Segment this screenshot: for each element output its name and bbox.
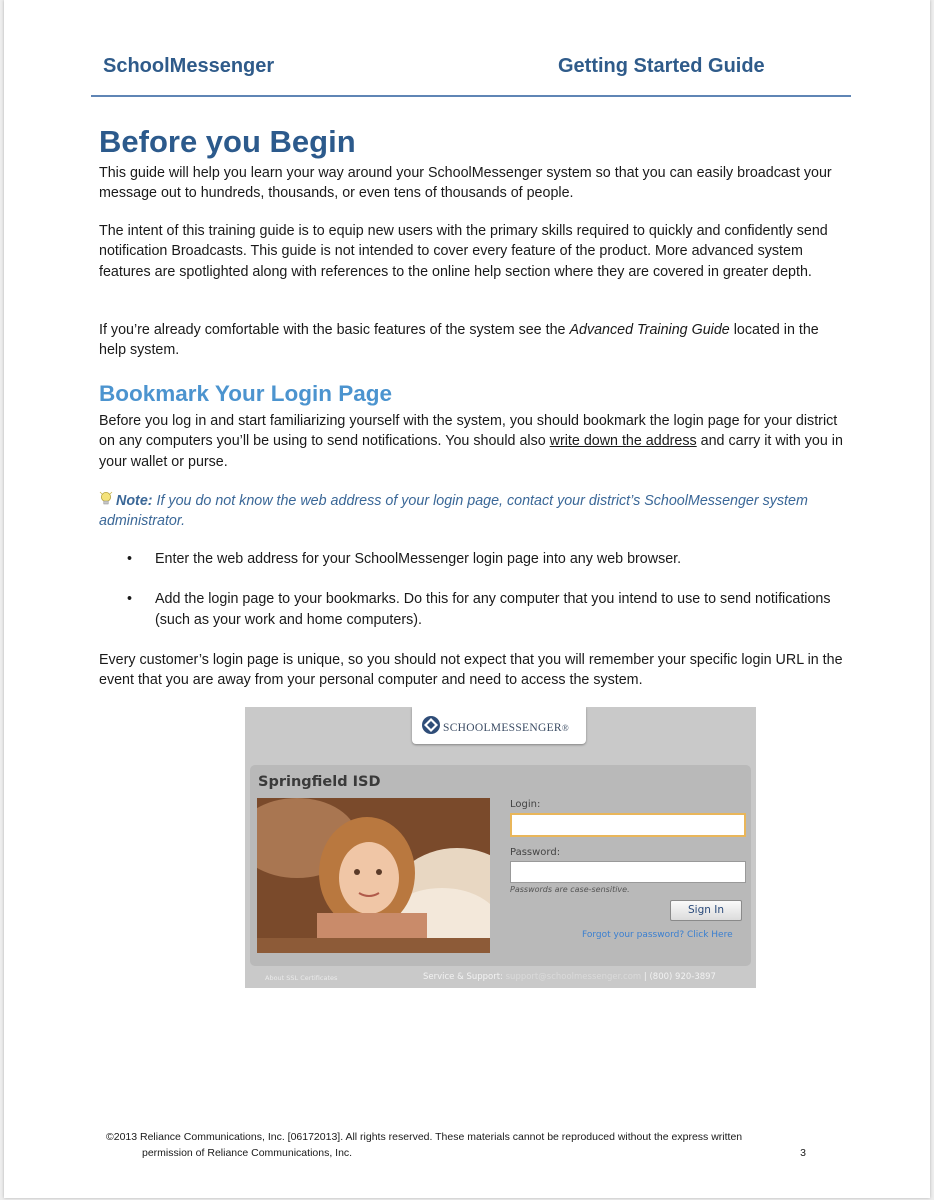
intent-paragraph	[99, 221, 844, 282]
intro-paragraph	[99, 163, 844, 204]
paragraph-1: This guide will help you learn your way around your SchoolMessenger system so that you can easily broadcast your message out to hundreds, thousands, or even tens of thousands of people.	[99, 165, 832, 202]
heading-before-you-begin: Before you Begin	[99, 124, 356, 159]
password-hint: Passwords are case-sensitive.	[510, 885, 630, 894]
student-photo	[257, 798, 490, 953]
header-divider	[91, 95, 851, 97]
note-text: If you do not know the web address of your login page, contact your district’s SchoolMessenger system administrator.	[99, 493, 808, 530]
bullet-list	[99, 549, 844, 650]
login-page-screenshot	[245, 707, 756, 988]
header-guide-title: Getting Started Guide	[558, 55, 765, 77]
list-item: • Enter the web address for your SchoolMessenger login page into any web browser.	[127, 551, 682, 567]
list-item: • Add the login page to your bookmarks. Do this for any computer that you intend to use to send notifications (such as your work and home computers).	[127, 591, 831, 628]
advanced-guide-title: Advanced Training Guide	[569, 322, 730, 338]
ssl-certificates-link[interactable]: About SSL Certificates	[265, 974, 338, 982]
district-name: Springfield ISD	[258, 774, 381, 790]
logo-text: SCHOOLMESSENGER	[443, 722, 562, 734]
sign-in-button[interactable]: Sign In	[670, 900, 742, 921]
header-product-name: SchoolMessenger	[103, 55, 275, 77]
lightbulb-icon	[99, 491, 113, 507]
login-panel	[250, 765, 751, 966]
support-email-link[interactable]: support@schoolmessenger.com	[505, 972, 642, 982]
note-label: Note:	[116, 493, 153, 509]
advanced-guide-paragraph	[99, 320, 844, 361]
note-callout	[99, 491, 844, 532]
password-input[interactable]	[510, 861, 746, 883]
heading-bookmark-login: Bookmark Your Login Page	[99, 381, 392, 406]
write-down-address-link[interactable]: write down the address	[549, 433, 697, 450]
support-info: Service & Support: support@schoolmessenger.com | (800) 920-3897	[423, 972, 716, 982]
page-footer	[106, 1130, 846, 1161]
bookmark-paragraph: Before you log in and start familiarizing yourself with the system, you should bookmark the login page for your district on any computers you’ll be using to send notifications. You should also write down the address and carry it with you in your wallet or purse.	[99, 413, 843, 470]
paragraph-2: The intent of this training guide is to equip new users with the primary skills required to quickly and confidently send notification Broadcasts. This guide is not intended to cover every feature of the product. More advanced system features are spotlighted along with references to the online help section where they are covered in greater depth.	[99, 223, 828, 280]
password-label: Password:	[510, 847, 561, 858]
student-photo-illustration	[257, 798, 490, 953]
copyright-line: ©2013 Reliance Communications, Inc. [06172013]. All rights reserved. These materials cannot be reproduced without the express written	[106, 1131, 743, 1143]
login-label: Login:	[510, 799, 541, 810]
logo-icon	[421, 715, 441, 735]
login-input[interactable]	[510, 813, 746, 837]
page-number: 3	[800, 1146, 806, 1159]
schoolmessenger-logo: SCHOOLMESSENGER®	[412, 707, 586, 744]
forgot-password-link[interactable]: Forgot your password? Click Here	[582, 930, 733, 940]
copyright-line-2: permission of Reliance Communications, Inc.	[142, 1146, 353, 1159]
unique-login-paragraph: Every customer’s login page is unique, so you should not expect that you will remember your specific login URL in the event that you are away from your personal computer and need to access the system.	[99, 652, 843, 689]
paragraph-3: If you’re already comfortable with the basic features of the system see the Advanced Training Guide located in the help system.	[99, 322, 819, 359]
